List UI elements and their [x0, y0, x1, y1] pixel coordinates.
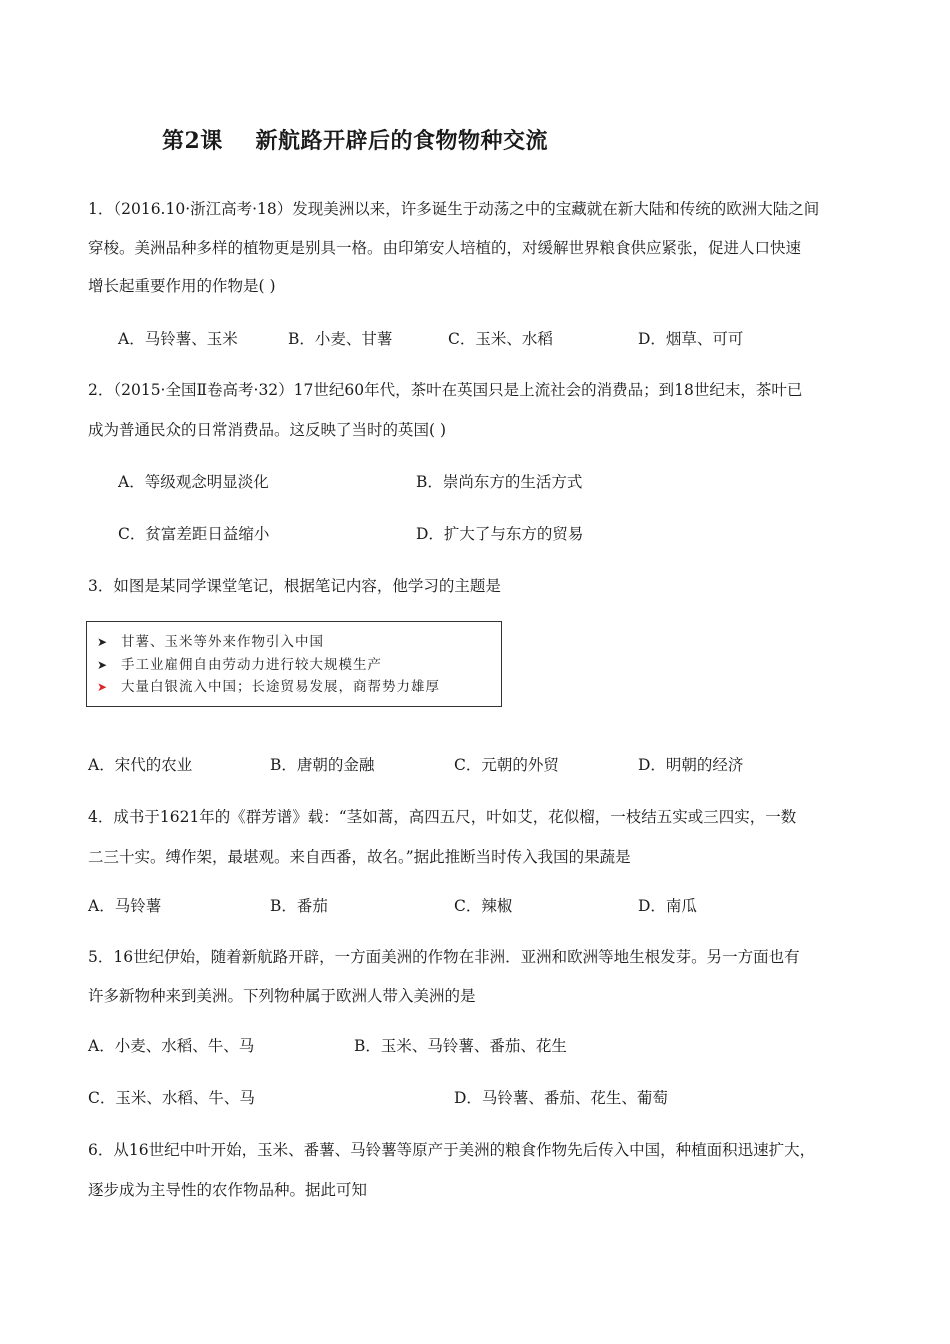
option-d[interactable]: D．烟草、可可 — [638, 330, 744, 348]
question-text-line: 2．（2015·全国Ⅱ卷高考·32）17世纪60年代，茶叶在英国只是上流社会的消费品；到18世纪末，茶叶已 — [88, 381, 803, 399]
question-text-line: 成为普通民众的日常消费品。这反映了当时的英国( ) — [88, 421, 447, 439]
option-d[interactable]: D．明朝的经济 — [638, 756, 744, 774]
question-text-line: 3．如图是某同学课堂笔记，根据笔记内容，他学习的主题是 — [88, 577, 501, 595]
option-b[interactable]: B．唐朝的金融 — [270, 756, 375, 774]
question-text-line: 5．16世纪伊始，随着新航路开辟，一方面美洲的作物在非洲．亚洲和欧洲等地生根发芽。另一方面也有 — [88, 948, 800, 966]
option-b[interactable]: B．番茄 — [270, 897, 328, 915]
arrow-bullet-icon: ➤ — [97, 635, 109, 649]
option-c[interactable]: C．贫富差距日益缩小 — [118, 525, 270, 543]
option-d[interactable]: D．南瓜 — [638, 897, 697, 915]
option-a[interactable]: A．宋代的农业 — [88, 756, 193, 774]
note-item: ➤ 甘薯、玉米等外来作物引入中国 — [97, 634, 324, 650]
option-c[interactable]: C．元朝的外贸 — [454, 756, 559, 774]
class-notes-figure — [86, 621, 502, 707]
question-text-line: 增长起重要作用的作物是( ) — [88, 277, 276, 295]
option-d[interactable]: D．马铃薯、番茄、花生、葡萄 — [454, 1089, 668, 1107]
option-b[interactable]: B．玉米、马铃薯、番茄、花生 — [354, 1037, 567, 1055]
question-text-line: 许多新物种来到美洲。下列物种属于欧洲人带入美洲的是 — [88, 987, 476, 1005]
question-text-line: 逐步成为主导性的农作物品种。据此可知 — [88, 1181, 368, 1199]
question-text-line: 1．（2016.10·浙江高考·18）发现美洲以来，许多诞生于动荡之中的宝藏就在新大陆和传统的欧洲大陆之间 — [88, 200, 820, 218]
option-a[interactable]: A．马铃薯、玉米 — [118, 330, 238, 348]
option-a[interactable]: A．小麦、水稻、牛、马 — [88, 1037, 255, 1055]
page-title: 第2课 新航路开辟后的食物物种交流 — [162, 128, 548, 154]
option-c[interactable]: C．玉米、水稻、牛、马 — [88, 1089, 255, 1107]
option-b[interactable]: B．崇尚东方的生活方式 — [416, 473, 583, 491]
question-text-line: 二三十实。缚作架，最堪观。来自西番，故名。”据此推断当时传入我国的果蔬是 — [88, 848, 631, 866]
arrow-bullet-icon: ➤ — [97, 658, 109, 672]
option-b[interactable]: B．小麦、甘薯 — [288, 330, 393, 348]
option-c[interactable]: C．玉米、水稻 — [448, 330, 553, 348]
question-text-line: 6．从16世纪中叶开始，玉米、番薯、马铃薯等原产于美洲的粮食作物先后传入中国，种植面积迅速扩大， — [88, 1141, 816, 1159]
option-a[interactable]: A．等级观念明显淡化 — [118, 473, 269, 491]
arrow-bullet-icon: ➤ — [97, 680, 109, 694]
option-a[interactable]: A．马铃薯 — [88, 897, 162, 915]
note-item: ➤ 大量白银流入中国；长途贸易发展，商帮势力雄厚 — [97, 679, 440, 695]
option-d[interactable]: D．扩大了与东方的贸易 — [416, 525, 584, 543]
question-text-line: 穿梭。美洲品种多样的植物更是别具一格。由印第安人培植的，对缓解世界粮食供应紧张，促进人口快速 — [88, 239, 802, 257]
option-c[interactable]: C．辣椒 — [454, 897, 513, 915]
note-item: ➤ 手工业雇佣自由劳动力进行较大规模生产 — [97, 657, 382, 673]
question-text-line: 4．成书于1621年的《群芳谱》载：“茎如蒿，高四五尺，叶如艾，花似榴，一枝结五实或三四实，一数 — [88, 808, 797, 826]
